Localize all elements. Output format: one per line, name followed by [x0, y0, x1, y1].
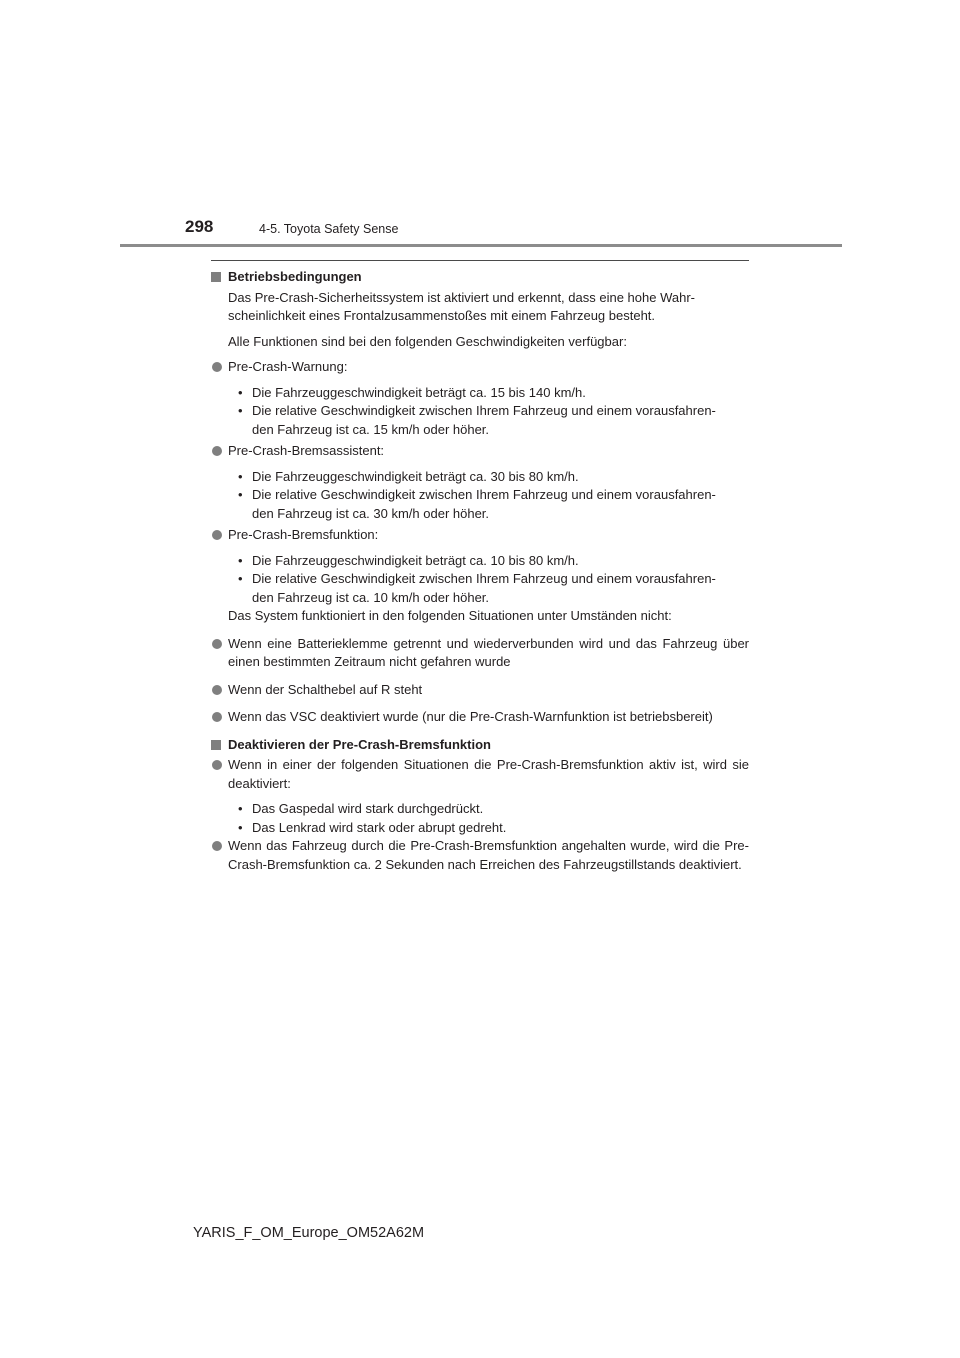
speeds-paragraph: Alle Funktionen sind bei den folgenden Geschwindigkeiten verfügbar: — [228, 333, 627, 349]
deactivation-text: Wenn in einer der folgenden Situationen die Pre-Crash-Bremsfunktion aktiv ist, wird sie deaktiviert: — [228, 757, 749, 791]
heading-text: Betriebsbedingungen — [228, 269, 362, 284]
square-bullet-icon — [211, 272, 221, 282]
footer-model-code: YARIS_F_OM_Europe_OM52A62M — [193, 1225, 425, 1241]
condition-text: Die Fahrzeuggeschwindigkeit beträgt ca. 10 bis 80 km/h. — [252, 552, 579, 568]
bullet-mark: • — [238, 403, 243, 418]
condition-line: Die relative Geschwindigkeit zwischen Ihrem Fahrzeug und einem vorausfahren- — [252, 571, 716, 586]
bullet-mark: • — [238, 552, 243, 568]
bullet-mark: • — [238, 384, 243, 400]
situation-text: Wenn das VSC deaktiviert wurde (nur die Pre-Crash-Warnfunktion ist betriebsbereit) — [228, 709, 713, 724]
situation-text: Wenn der Schalthebel auf R steht — [228, 681, 423, 697]
function-name: Pre-Crash-Bremsassistent: — [228, 443, 385, 458]
circle-bullet-icon — [212, 639, 222, 649]
bullet-mark: • — [238, 801, 243, 816]
function-item — [211, 442, 749, 461]
condition-item — [211, 486, 749, 523]
bullet-mark: • — [238, 819, 243, 835]
square-bullet-icon — [211, 740, 221, 750]
circle-bullet-icon — [212, 446, 222, 456]
situation-text: Wenn eine Batterieklemme getrennt und wiederverbunden wird und das Fahrzeug über einen bestimmten Zeitraum nicht gefahren wurde — [228, 635, 749, 669]
circle-bullet-icon — [212, 530, 222, 540]
deactivation-sub-item — [211, 819, 749, 838]
condition-line: den Fahrzeug ist ca. 30 km/h oder höher. — [252, 505, 490, 521]
circle-bullet-icon — [212, 760, 222, 770]
condition-line: Die relative Geschwindigkeit zwischen Ihrem Fahrzeug und einem vorausfahren- — [252, 403, 716, 418]
condition-line: den Fahrzeug ist ca. 15 km/h oder höher. — [252, 421, 490, 437]
condition-text: Die Fahrzeuggeschwindigkeit beträgt ca. 15 bis 140 km/h. — [252, 384, 586, 400]
not-functioning-paragraph: Das System funktioniert in den folgenden Situationen unter Umständen nicht: — [228, 608, 672, 623]
intro-paragraph — [211, 289, 749, 326]
condition-text: Die Fahrzeuggeschwindigkeit beträgt ca. 30 bis 80 km/h. — [252, 468, 579, 484]
deactivation-text: Wenn das Fahrzeug durch die Pre-Crash-Bremsfunktion angehalten wurde, wird die Pre-Crash-Bremsfunktion ca. 2 Sekunden nach Erreichen des Fahrzeugstillstands deaktiviert. — [228, 838, 749, 872]
heading-text: Deaktivieren der Pre-Crash-Bremsfunktion — [228, 736, 491, 752]
circle-bullet-icon — [212, 841, 222, 851]
condition-item — [211, 402, 749, 439]
condition-item — [211, 570, 749, 607]
situation-item — [211, 681, 749, 700]
condition-item — [211, 384, 749, 403]
content-body — [211, 268, 749, 874]
sub-item-text: Das Gaspedal wird stark durchgedrückt. — [252, 801, 484, 816]
header-divider — [120, 244, 842, 247]
bullet-mark: • — [238, 468, 243, 484]
bullet-mark: • — [238, 571, 243, 586]
circle-bullet-icon — [212, 362, 222, 372]
situation-item — [211, 635, 749, 672]
deactivation-sub-item — [211, 800, 749, 819]
function-item — [211, 526, 749, 545]
function-item — [211, 358, 749, 377]
bullet-mark: • — [238, 487, 243, 502]
function-name: Pre-Crash-Bremsfunktion: — [228, 527, 379, 542]
condition-line: den Fahrzeug ist ca. 10 km/h oder höher. — [252, 589, 490, 605]
function-name: Pre-Crash-Warnung: — [228, 359, 348, 374]
heading-deactivation — [211, 736, 749, 755]
intro-line: Das Pre-Crash-Sicherheitssystem ist aktiviert und erkennt, dass eine hohe Wahr- — [228, 289, 695, 305]
heading-operating-conditions — [211, 268, 749, 287]
deactivation-item — [211, 756, 749, 793]
circle-bullet-icon — [212, 685, 222, 695]
situation-item — [211, 708, 749, 727]
condition-item — [211, 468, 749, 487]
page-number: 298 — [185, 217, 214, 236]
deactivation-item — [211, 837, 749, 874]
section-title: 4-5. Toyota Safety Sense — [259, 222, 399, 236]
condition-item — [211, 552, 749, 571]
content-divider — [211, 260, 749, 261]
condition-line: Die relative Geschwindigkeit zwischen Ihrem Fahrzeug und einem vorausfahren- — [252, 487, 716, 502]
sub-item-text: Das Lenkrad wird stark oder abrupt gedreht. — [252, 819, 507, 835]
circle-bullet-icon — [212, 712, 222, 722]
intro-line: scheinlichkeit eines Frontalzusammenstoßes mit einem Fahrzeug besteht. — [228, 308, 656, 323]
